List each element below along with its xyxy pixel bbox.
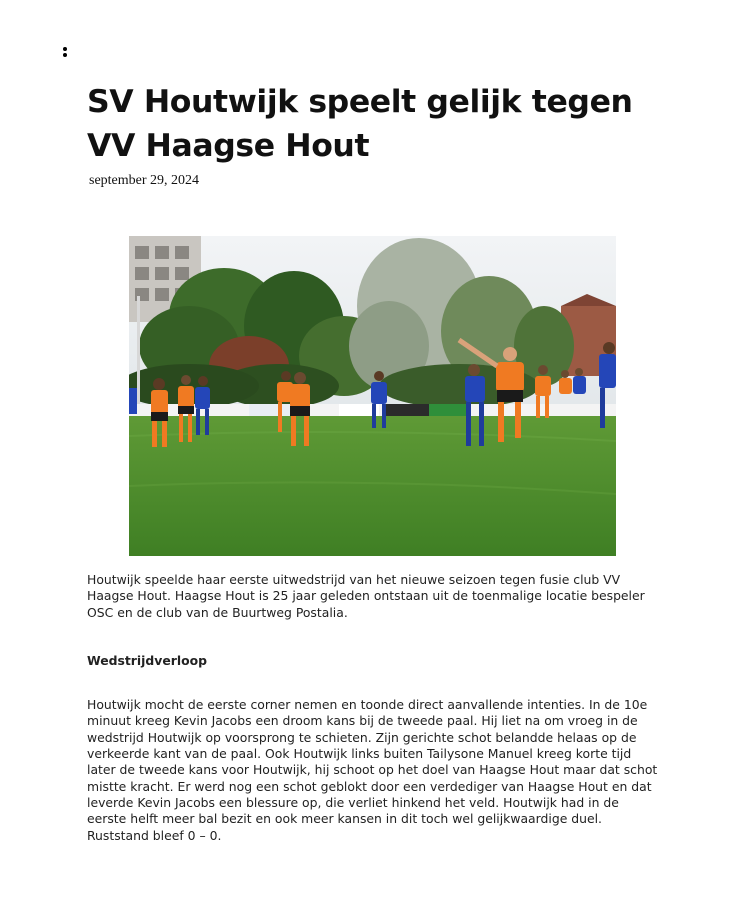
football-match-photo (129, 236, 616, 556)
section-paragraph: Houtwijk mocht de eerste corner nemen en toonde direct aanvallende intenties. In de 10e minuut kreeg Kevin Jacobs een droom kans bij de tweede paal. Hij liet na om vroeg in de wedstrijd Houtwijk op voorsprong te schieten. Zijn gerichte schot belandde helaas op de verkeerde kant van de paal. Ook Houtwijk links buiten Tailysone Manuel kreeg korte tijd later de tweede kans voor Houtwijk, hij schoot op het doel van Haagse Hout maar dat schot mistte kracht. Er werd nog een schot geblokt door een verdediger van Haagse Hout en dat leverde Kevin Jacobs een blessure op, die verliet hinkend het veld. Houtwijk had in de eerste helft meer bal bezit en ook meer kansen in dit toch wel gelijkwaardige duel. Ruststand bleef 0 – 0. (87, 697, 658, 843)
article-body (87, 572, 662, 844)
intro-paragraph: Houtwijk speelde haar eerste uitwedstrijd van het nieuwe seizoen tegen fusie club VV Haagse Hout. Haagse Hout is 25 jaar geleden ontstaan uit de toenmalige locatie bespeler OSC en de club van de Buurtweg Postalia. (87, 572, 645, 620)
article-title: SV Houtwijk speelt gelijk tegen VV Haagse Hout (87, 84, 633, 164)
section-heading: Wedstrijdverloop (87, 652, 208, 668)
article-date: september 29, 2024 (89, 173, 200, 188)
article (87, 80, 662, 843)
vertical-dots-icon[interactable] (62, 46, 68, 58)
